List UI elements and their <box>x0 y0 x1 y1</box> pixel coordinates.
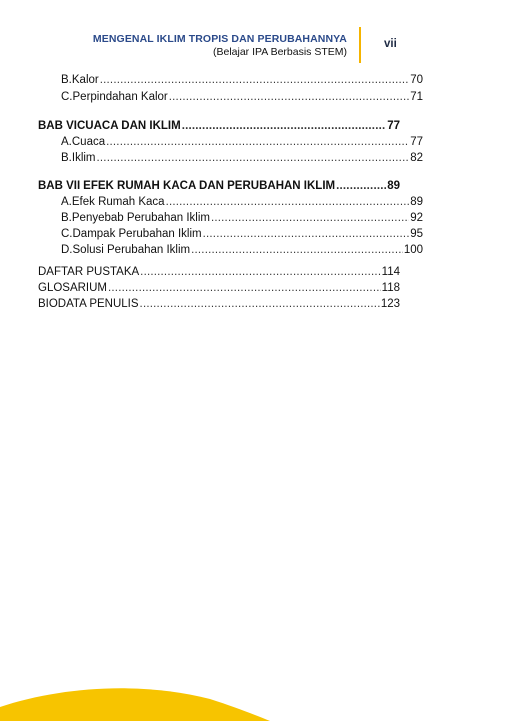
toc-entry-letter: D. <box>61 244 73 256</box>
toc-leader-dots <box>108 281 381 295</box>
toc-chapter-title: CUACA DAN IKLIM <box>76 120 181 132</box>
toc-entry-perpindahan-kalor[interactable] <box>38 90 423 104</box>
toc-entry-page: 82 <box>410 152 423 164</box>
toc-entry-letter: A. <box>61 136 72 148</box>
toc-entry-page: 89 <box>410 196 423 208</box>
toc-entry-page: 123 <box>380 298 400 310</box>
toc-entry-title: Solusi Perubahan Iklim <box>72 244 191 256</box>
toc-entry-letter: C. <box>61 91 73 103</box>
toc-entry-daftar-pustaka[interactable] <box>38 265 400 279</box>
toc-chapter-number: BAB VII <box>38 180 81 192</box>
toc-entry-penyebab-perubahan-iklim[interactable] <box>38 211 423 225</box>
header-title: MENGENAL IKLIM TROPIS DAN PERUBAHANNYA <box>92 33 347 45</box>
toc-leader-dots <box>182 119 387 133</box>
toc-chapter-bab-vii[interactable] <box>38 179 400 193</box>
toc-entry-page: 95 <box>410 228 423 240</box>
toc-entry-letter: C. <box>61 228 73 240</box>
toc-chapter-page: 77 <box>387 120 400 132</box>
toc-chapter-number: BAB VI <box>38 120 77 132</box>
toc-entry-page: 118 <box>381 282 400 294</box>
toc-entry-solusi-perubahan-iklim[interactable] <box>38 243 423 257</box>
toc-entry-title: Penyebab Perubahan Iklim <box>71 212 210 224</box>
toc-entry-efek-rumah-kaca[interactable] <box>38 195 423 209</box>
toc-leader-dots <box>97 151 410 165</box>
toc-leader-dots <box>140 265 380 279</box>
toc-entry-title: DAFTAR PUSTAKA <box>38 266 140 278</box>
toc-chapter-bab-vi[interactable] <box>38 119 400 133</box>
toc-entry-title: Dampak Perubahan Iklim <box>72 228 202 240</box>
toc-entry-page: 100 <box>403 244 423 256</box>
toc-leader-dots <box>169 90 409 104</box>
toc-entry-letter: B. <box>61 152 72 164</box>
toc-entry-letter: A. <box>61 196 72 208</box>
toc-entry-title: Perpindahan Kalor <box>72 91 168 103</box>
toc-leader-dots <box>166 195 410 209</box>
decorative-swoosh <box>0 681 509 721</box>
toc-entry-iklim[interactable] <box>38 151 423 165</box>
toc-entry-title: Kalor <box>71 74 99 86</box>
toc-chapter-title: EFEK RUMAH KACA DAN PERUBAHAN IKLIM <box>83 180 336 192</box>
page-number: vii <box>384 38 397 50</box>
toc-entry-page: 71 <box>410 91 423 103</box>
toc-leader-dots <box>191 243 403 257</box>
toc-leader-dots <box>203 227 410 241</box>
toc-entry-title: Cuaca <box>71 136 106 148</box>
toc-entry-title: BIODATA PENULIS <box>38 298 139 310</box>
toc-entry-title: Iklim <box>71 152 96 164</box>
toc-entry-cuaca[interactable] <box>38 135 423 149</box>
toc-entry-letter: B. <box>61 212 72 224</box>
toc-entry-page: 92 <box>410 212 423 224</box>
toc-leader-dots <box>140 297 380 311</box>
toc-entry-dampak-perubahan-iklim[interactable] <box>38 227 423 241</box>
toc-entry-letter: B. <box>61 74 72 86</box>
toc-chapter-page: 89 <box>387 180 400 192</box>
toc-entry-title: GLOSARIUM <box>38 282 108 294</box>
toc-leader-dots <box>336 179 386 193</box>
swoosh-shape <box>0 688 270 721</box>
toc-entry-kalor[interactable] <box>38 73 423 87</box>
toc-entry-page: 114 <box>381 266 400 278</box>
toc-leader-dots <box>106 135 409 149</box>
toc-leader-dots <box>211 211 409 225</box>
header-subtitle: (Belajar IPA Berbasis STEM) <box>212 46 347 58</box>
toc-entry-title: Efek Rumah Kaca <box>71 196 165 208</box>
toc-leader-dots <box>100 73 409 87</box>
toc-entry-page: 77 <box>410 136 423 148</box>
toc-entry-page: 70 <box>410 74 423 86</box>
toc-entry-glosarium[interactable] <box>38 281 400 295</box>
toc-entry-biodata-penulis[interactable] <box>38 297 400 311</box>
